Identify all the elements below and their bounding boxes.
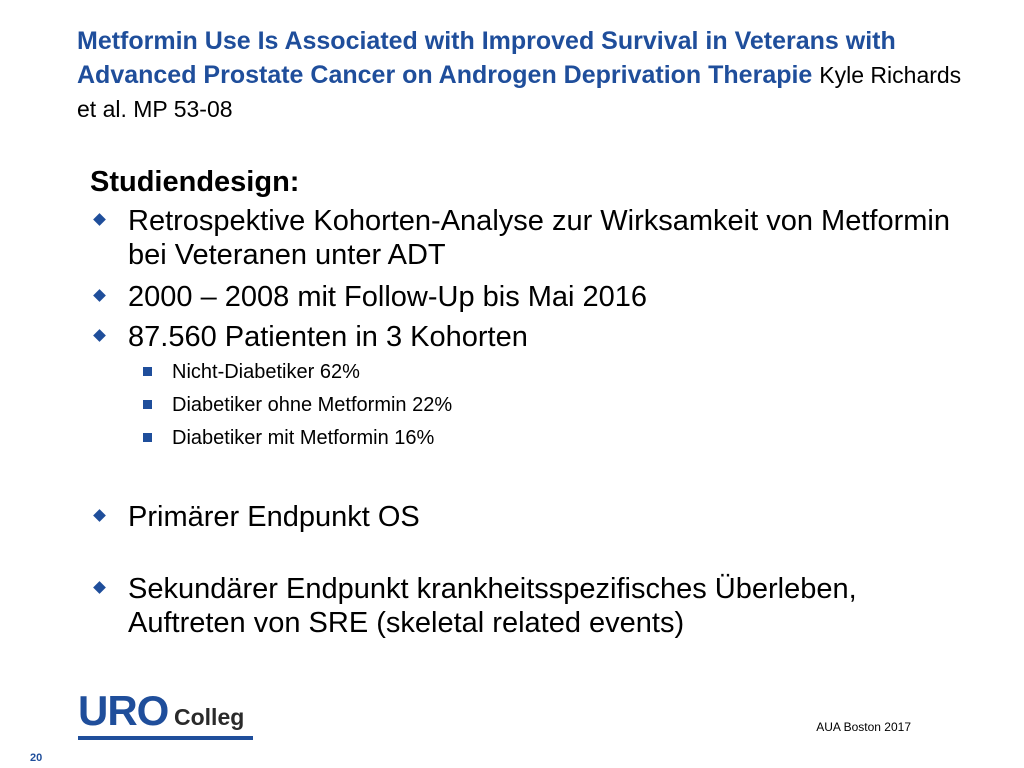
square-bullet-icon bbox=[143, 433, 152, 442]
diamond-bullet-icon bbox=[93, 329, 106, 342]
sub-bullet-item bbox=[90, 422, 970, 455]
bullet-text: Sekundärer Endpunkt krankheitsspezifisches Überleben, Auftreten von SRE (skeletal related events) bbox=[128, 573, 857, 639]
sub-bullet-item bbox=[90, 356, 970, 389]
diamond-bullet-icon bbox=[93, 213, 106, 226]
urocolleg-logo bbox=[78, 688, 258, 744]
bullet-text: Primärer Endpunkt OS bbox=[128, 501, 420, 533]
bullet-text: 2000 – 2008 mit Follow-Up bis Mai 2016 bbox=[128, 281, 648, 313]
sub-bullet-text: Nicht-Diabetiker 62% bbox=[172, 361, 360, 383]
slide-title-main: Metformin Use Is Associated with Improved Survival in Veterans with Advanced Prostate Cancer on Androgen Deprivation Therapie bbox=[77, 27, 896, 89]
bullet-item bbox=[90, 572, 970, 640]
slide-content bbox=[90, 162, 970, 640]
sub-bullet-text: Diabetiker mit Metformin 16% bbox=[172, 427, 435, 449]
diamond-bullet-icon bbox=[93, 289, 106, 302]
bullet-item bbox=[90, 280, 970, 314]
sub-bullet-item bbox=[90, 389, 970, 422]
logo-uro-text: URO bbox=[78, 687, 169, 734]
bullet-item bbox=[90, 320, 970, 354]
footer-source: AUA Boston 2017 bbox=[816, 720, 911, 734]
diamond-bullet-icon bbox=[93, 581, 106, 594]
square-bullet-icon bbox=[143, 367, 152, 376]
bullet-text: 87.560 Patienten in 3 Kohorten bbox=[128, 321, 528, 353]
sub-bullet-text: Diabetiker ohne Metformin 22% bbox=[172, 394, 453, 416]
section-heading: Studiendesign: bbox=[90, 166, 300, 198]
diamond-bullet-icon bbox=[93, 509, 106, 522]
slide-title-author: Kyle Richards et al. MP 53-08 bbox=[77, 62, 962, 122]
slide-title bbox=[77, 24, 977, 126]
bullet-text: Retrospektive Kohorten-Analyse zur Wirksamkeit von Metformin bei Veteranen unter ADT bbox=[128, 205, 950, 271]
square-bullet-icon bbox=[143, 400, 152, 409]
bullet-item bbox=[90, 500, 970, 534]
bullet-item bbox=[90, 204, 970, 272]
logo-colleg-text: Colleg bbox=[174, 704, 245, 730]
slide-number: 20 bbox=[30, 752, 43, 764]
logo-underline bbox=[78, 736, 253, 740]
